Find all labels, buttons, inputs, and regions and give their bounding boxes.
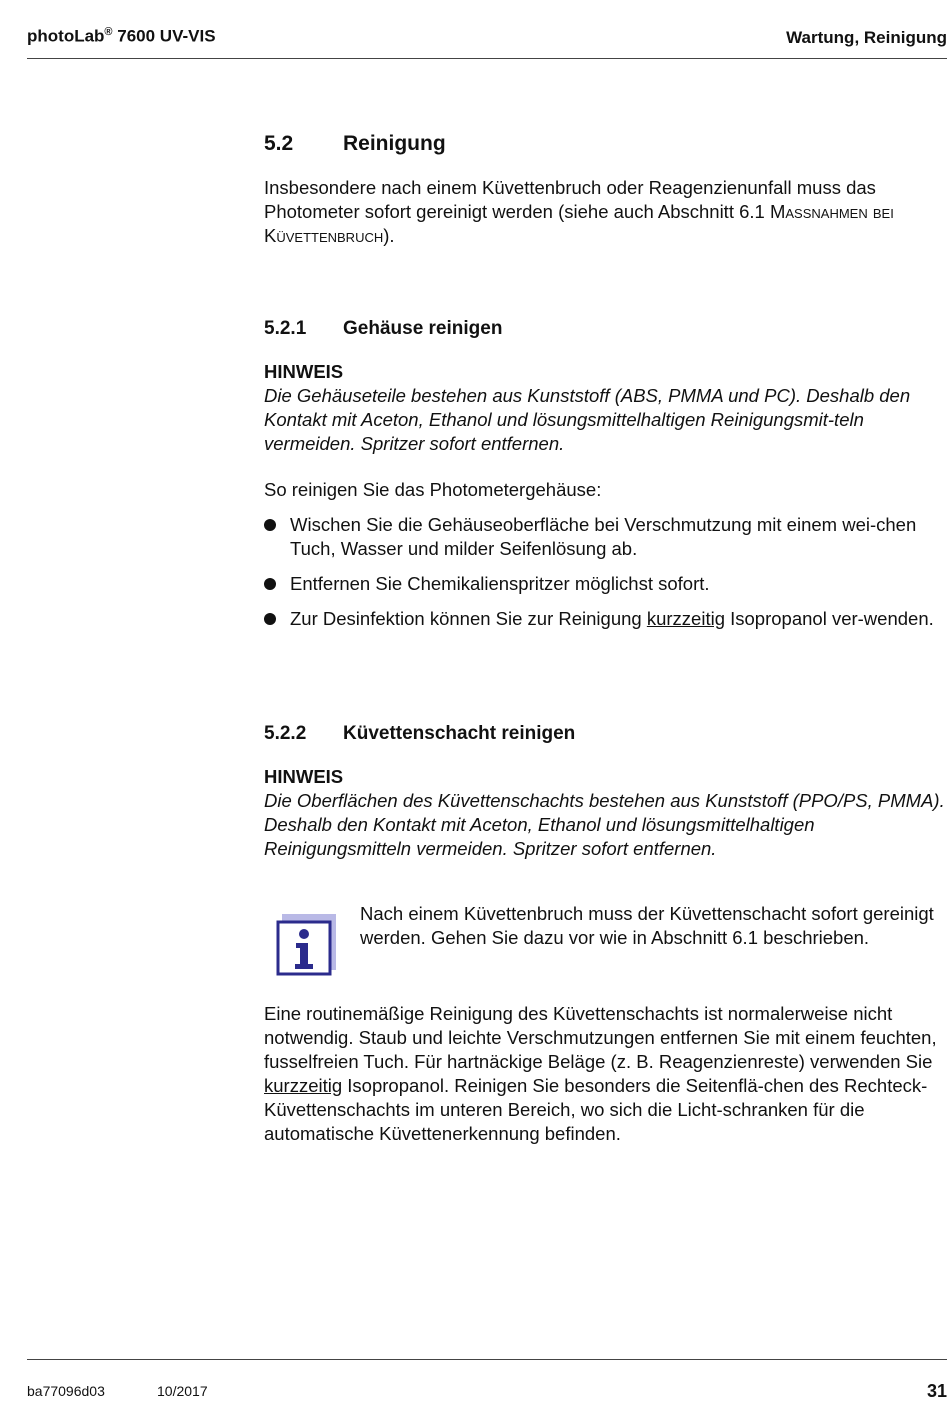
- notice-text: Die Gehäuseteile bestehen aus Kunststoff (ABS, PMMA und PC). Deshalb den Kontakt mit Aceton, Ethanol und lösungsmittelhaltigen Reinigungsmit-teln vermeiden. Spritzer sofort entfernen.: [264, 385, 911, 454]
- notice-title: HINWEIS: [264, 766, 344, 787]
- product-model: 7600 UV-VIS: [112, 26, 216, 46]
- notice-block-2: [264, 765, 946, 861]
- info-icon-dot: [299, 929, 309, 939]
- info-icon: [276, 914, 336, 976]
- emphasis-underline: kurzzeitig: [264, 1075, 343, 1096]
- intro-text-end: ).: [383, 225, 395, 246]
- list-item-text: Wischen Sie die Gehäuseoberfläche bei Verschmutzung mit einem wei-chen Tuch, Wasser und milder Seifenlösung ab.: [290, 514, 917, 559]
- page-number: 31: [926, 1381, 947, 1401]
- cleaning-instructions: [264, 478, 946, 642]
- subsection-number: 5.2.1: [264, 318, 307, 339]
- notice-title: HINWEIS: [264, 361, 344, 382]
- bullet-icon: [264, 613, 276, 625]
- document-id: ba77096d03: [27, 1383, 105, 1399]
- instructions-lead: So reinigen Sie das Photometergehäuse:: [264, 479, 602, 500]
- section-title: Reinigung: [343, 132, 446, 155]
- subsection-title: Küvettenschacht reinigen: [343, 723, 576, 744]
- subsection-heading-1: [264, 318, 502, 340]
- section-number: 5.2: [264, 132, 294, 155]
- cuvette-shaft-paragraph: [264, 1002, 946, 1146]
- cross-reference: Maßnahmen bei Küvettenbruch: [264, 201, 894, 246]
- paragraph-text: Eine routinemäßige Reinigung des Küvettenschachts ist normalerweise nicht notwendig. Staub und leichte Verschmutzungen entfernen Sie mit einem feuchten, fusselfreien Tuch. Für hartnäckige Beläge (z. B. Reagenzienreste) verwenden Sie: [264, 1003, 937, 1072]
- product-title: [27, 26, 216, 47]
- paragraph-text-end: Isopropanol. Reinigen Sie besonders die Seitenflä-chen des Rechteck-Küvettenschachts im unteren Bereich, wo sich die Licht-schranken für die automatische Küvettenerkennung befinden.: [264, 1075, 928, 1144]
- list-item-text: Zur Desinfektion können Sie zur Reinigung: [290, 608, 647, 629]
- list-item: [264, 607, 946, 631]
- emphasis-underline: kurzzeitig: [646, 608, 725, 629]
- list-item: [264, 572, 946, 596]
- subsection-heading-2: [264, 723, 575, 745]
- bullet-icon: [264, 578, 276, 590]
- page-header: [27, 22, 947, 59]
- info-note-text: Nach einem Küvettenbruch muss der Küvettenschacht sofort gereinigt werden. Gehen Sie dazu vor wie in Abschnitt 6.1 beschrieben.: [360, 903, 934, 948]
- section-intro: [264, 176, 946, 248]
- chapter-title: Wartung, Reinigung: [786, 28, 947, 47]
- notice-block-1: [264, 360, 946, 456]
- registered-mark: ®: [104, 26, 113, 38]
- list-item-text: Entfernen Sie Chemikalienspritzer möglichst sofort.: [290, 573, 710, 594]
- product-name: photoLab: [27, 26, 105, 46]
- document-date: 10/2017: [157, 1383, 208, 1399]
- instruction-list: [264, 513, 946, 631]
- bullet-icon: [264, 519, 276, 531]
- subsection-title: Gehäuse reinigen: [343, 318, 503, 339]
- intro-text: Insbesondere nach einem Küvettenbruch oder Reagenzienunfall muss das Photometer sofort gereinigt werden (siehe auch Abschnitt 6.1: [264, 177, 876, 222]
- subsection-number: 5.2.2: [264, 723, 307, 744]
- notice-text: Die Oberflächen des Küvettenschachts bestehen aus Kunststoff (PPO/PS, PMMA). Deshalb den Kontakt mit Aceton, Ethanol und lösungsmittelhaltigen Reinigungsmitteln vermeiden. Spritzer sofort entfernen.: [264, 790, 945, 859]
- section-heading: [264, 132, 446, 156]
- list-item-text-end: Isopropanol ver-wenden.: [724, 608, 934, 629]
- page-footer: [27, 1359, 947, 1410]
- list-item: [264, 513, 946, 561]
